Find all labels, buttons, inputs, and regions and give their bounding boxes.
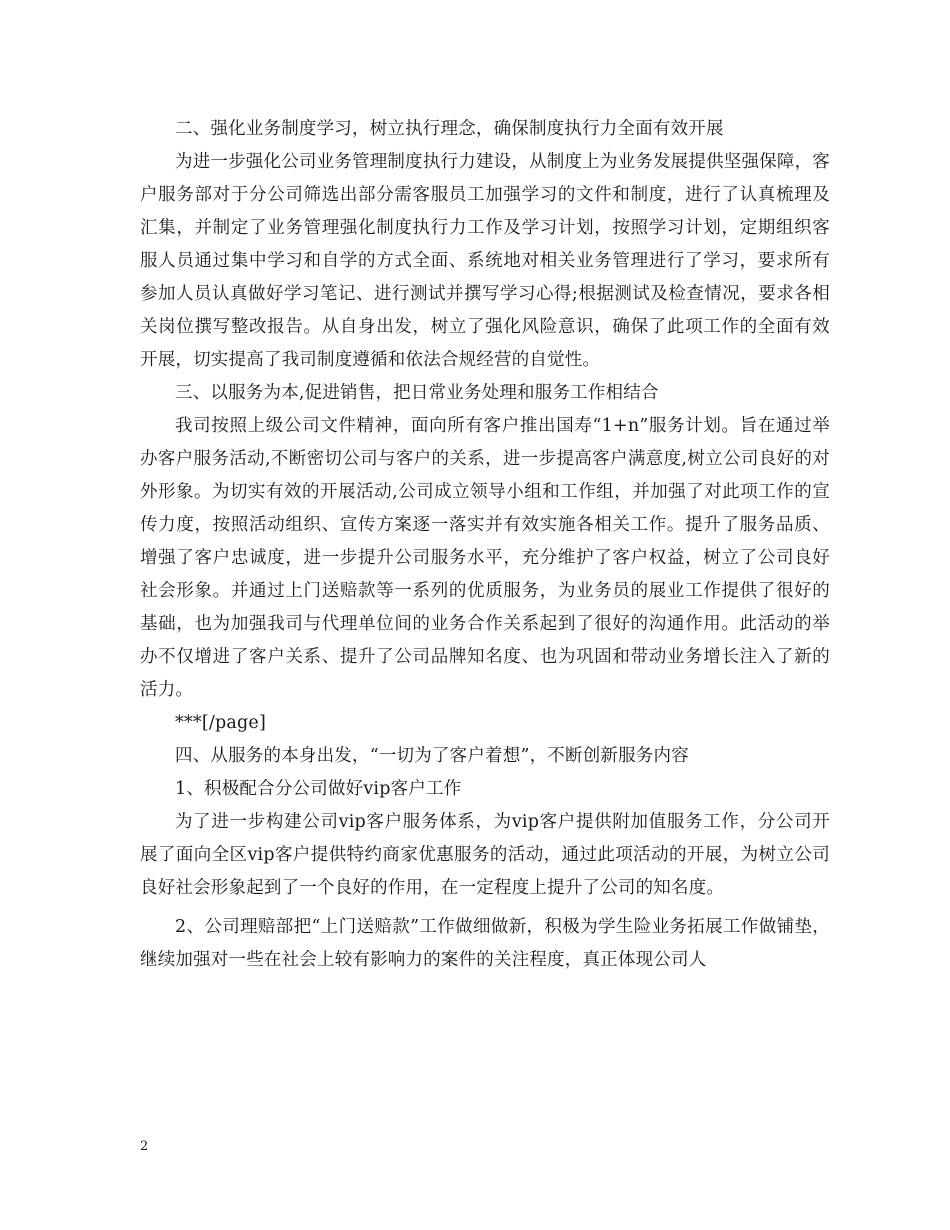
document-body <box>140 113 830 977</box>
section-heading-4: 四、从服务的本身出发，“一切为了客户着想”，不断创新服务内容 <box>175 746 689 766</box>
body-paragraph: 我司按照上级公司文件精神，面向所有客户推出国寿“1+n”服务计划。旨在通过举办客户服务活动,不断密切公司与客户的关系，进一步提高客户满意度,树立公司良好的对外形象。为切实有效的开展活动,公司成立领导小组和工作组，并加强了对此项工作的宣传力度，按照活动组织、宣传方案逐一落实并有效实施各相关工作。提升了服务品质、增强了客户忠诚度，进一步提升公司服务水平，充分维护了客户权益，树立了公司良好社会形象。并通过上门送赔款等一系列的优质服务，为业务员的展业工作提供了很好的基础，也为加强我司与代理单位间的业务合作关系起到了很好的沟通作用。此活动的举办不仅增进了客户关系、提升了公司品牌知名度、也为巩固和带动业务增长注入了新的活力。 <box>140 416 830 700</box>
subsection-heading-1: 1、积极配合分公司做好vip客户工作 <box>175 779 462 799</box>
page-number: 2 <box>140 1139 149 1154</box>
section-heading-2: 二、强化业务制度学习，树立执行理念，确保制度执行力全面有效开展 <box>175 119 724 139</box>
body-paragraph: 2、公司理赔部把“上门送赔款”工作做细做新，积极为学生险业务拓展工作做铺垫，继续加强对一些在社会上较有影响力的案件的关注程度，真正体现公司人 <box>140 917 830 970</box>
section-heading-3: 三、以服务为本,促进销售，把日常业务处理和服务工作相结合 <box>175 383 659 403</box>
page-marker: ***[/page] <box>175 713 266 733</box>
body-paragraph: 为了进一步构建公司vip客户服务体系，为vip客户提供附加值服务工作，分公司开展了面向全区vip客户提供特约商家优惠服务的活动，通过此项活动的开展，为树立公司良好社会形象起到了一个良好的作用，在一定程度上提升了公司的知名度。 <box>140 812 830 898</box>
body-paragraph: 为进一步强化公司业务管理制度执行力建设，从制度上为业务发展提供坚强保障，客户服务部对于分公司筛选出部分需客服员工加强学习的文件和制度，进行了认真梳理及汇集，并制定了业务管理强化制度执行力工作及学习计划，按照学习计划，定期组织客服人员通过集中学习和自学的方式全面、系统地对相关业务管理进行了学习，要求所有参加人员认真做好学习笔记、进行测试并撰写学习心得;根据测试及检查情况，要求各相关岗位撰写整改报告。从自身出发，树立了强化风险意识，确保了此项工作的全面有效开展，切实提高了我司制度遵循和依法合规经营的自觉性。 <box>140 152 830 370</box>
